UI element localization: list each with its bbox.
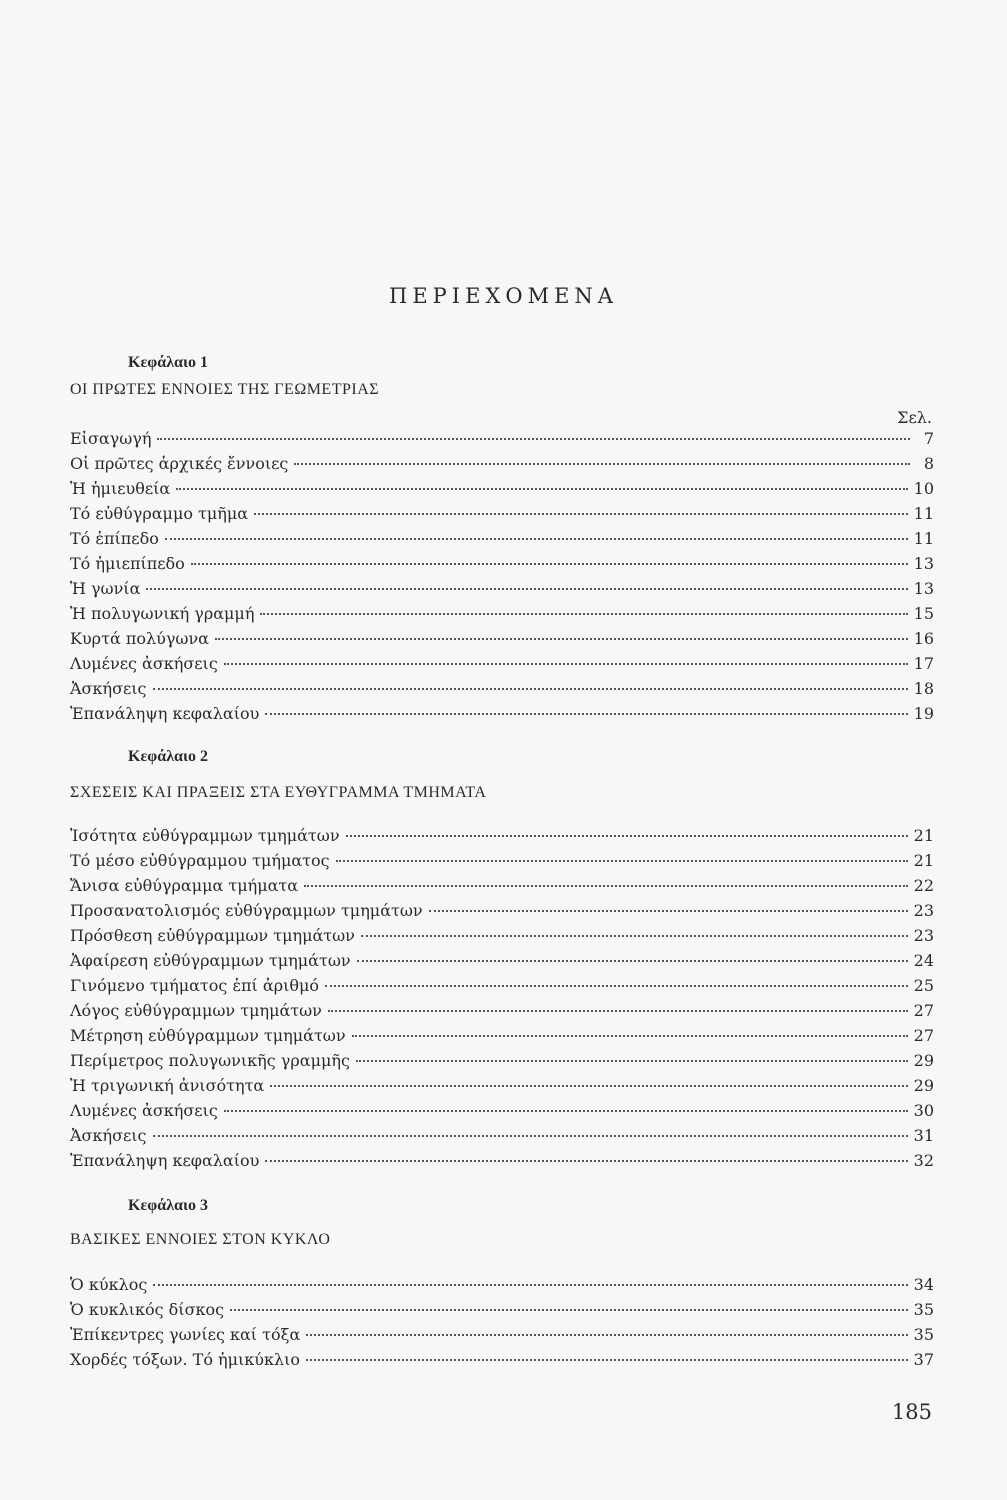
dot-leader xyxy=(230,1309,908,1311)
toc-entry-title: Τό εὐθύγραμμο τμῆμα xyxy=(70,504,249,523)
toc-entry-page: 24 xyxy=(913,951,934,970)
toc-entry-title: Ἀσκήσεις xyxy=(70,1126,147,1145)
toc-entry-title: Τό μέσο εὐθύγραμμου τμήματος xyxy=(70,851,330,870)
toc-entry-title: Ἀφαίρεση εὐθύγραμμων τμημάτων xyxy=(70,951,351,970)
toc-entry-title: Ἀσκήσεις xyxy=(70,679,147,698)
toc-entry xyxy=(70,651,934,676)
toc-entry-page: 13 xyxy=(913,554,934,573)
toc-entry-page: 35 xyxy=(913,1300,934,1319)
dot-leader xyxy=(153,688,908,690)
dot-leader xyxy=(352,1035,908,1037)
toc-entry-title: Ὁ κυκλικός δίσκος xyxy=(70,1300,225,1319)
toc-entry-page: 11 xyxy=(913,529,934,548)
toc-entry-page: 21 xyxy=(913,826,934,845)
dot-leader xyxy=(191,563,908,565)
dot-leader xyxy=(346,835,908,837)
toc-entry xyxy=(70,676,934,701)
dot-leader xyxy=(260,613,907,615)
dot-leader xyxy=(254,513,908,515)
chapter-3-entries xyxy=(70,1272,934,1372)
dot-leader xyxy=(336,860,908,862)
toc-entry-page: 21 xyxy=(913,851,934,870)
toc-entry-title: Προσανατολισμός εὐθύγραμμων τμημάτων xyxy=(70,901,423,920)
dot-leader xyxy=(304,885,908,887)
toc-entry xyxy=(70,1048,934,1073)
page-title: ΠΕΡΙΕΧΟΜΕΝΑ xyxy=(389,284,618,308)
dot-leader xyxy=(294,463,910,465)
toc-entry xyxy=(70,426,934,451)
toc-entry-page: 25 xyxy=(913,976,934,995)
toc-entry-title: Πρόσθεση εὐθύγραμμων τμημάτων xyxy=(70,926,355,945)
toc-entry xyxy=(70,973,934,998)
toc-entry xyxy=(70,1123,934,1148)
toc-entry-title: Γινόμενο τμήματος ἐπί ἀριθμό xyxy=(70,976,320,995)
toc-entry-page: 23 xyxy=(913,926,934,945)
toc-entry xyxy=(70,1297,934,1322)
toc-entry xyxy=(70,1272,934,1297)
toc-entry xyxy=(70,823,934,848)
toc-entry-title: Ἄνισα εὐθύγραμμα τμήματα xyxy=(70,876,299,895)
toc-entry-page: 19 xyxy=(913,704,934,723)
toc-entry-title: Εἰσαγωγή xyxy=(70,429,152,448)
dot-leader xyxy=(153,1284,907,1286)
dot-leader xyxy=(361,935,908,937)
page-number: 185 xyxy=(891,1400,932,1424)
dot-leader xyxy=(325,985,908,987)
toc-entry-title: Ἡ ἡμιευθεία xyxy=(70,479,171,498)
dot-leader xyxy=(306,1334,907,1336)
toc-entry xyxy=(70,526,934,551)
toc-entry xyxy=(70,1073,934,1098)
toc-entry xyxy=(70,923,934,948)
page-column-label: Σελ. xyxy=(897,408,932,427)
toc-entry-title: Τό ἡμιεπίπεδο xyxy=(70,554,185,573)
toc-entry-page: 13 xyxy=(913,579,934,598)
toc-entry xyxy=(70,873,934,898)
dot-leader xyxy=(429,910,908,912)
dot-leader xyxy=(215,638,908,640)
dot-leader xyxy=(153,1135,908,1137)
toc-entry-title: Περίμετρος πολυγωνικῆς γραμμῆς xyxy=(70,1051,350,1070)
toc-entry-page: 16 xyxy=(913,629,934,648)
toc-entry xyxy=(70,1148,934,1173)
toc-entry xyxy=(70,898,934,923)
dot-leader xyxy=(356,1060,908,1062)
toc-entry-page: 30 xyxy=(913,1101,934,1120)
toc-entry-page: 22 xyxy=(913,876,934,895)
toc-entry xyxy=(70,626,934,651)
toc-entry-title: Ἡ τριγωνική ἀνισότητα xyxy=(70,1076,265,1095)
toc-entry-page: 34 xyxy=(913,1275,934,1294)
toc-entry-page: 7 xyxy=(923,429,934,448)
chapter-1-title: ΟΙ ΠΡΩΤΕΣ ΕΝΝΟΙΕΣ ΤΗΣ ΓΕΩΜΕΤΡΙΑΣ xyxy=(70,381,380,398)
toc-entry-title: Ἡ πολυγωνική γραμμή xyxy=(70,604,255,623)
toc-entry-title: Ἰσότητα εὐθύγραμμων τμημάτων xyxy=(70,826,340,845)
chapter-1-label: Κεφάλαιο 1 xyxy=(128,354,208,371)
toc-entry-page: 37 xyxy=(913,1350,934,1369)
toc-entry-title: Ἡ γωνία xyxy=(70,579,141,598)
dot-leader xyxy=(265,1160,907,1162)
toc-entry-title: Λόγος εὐθύγραμμων τμημάτων xyxy=(70,1001,322,1020)
toc-entry xyxy=(70,948,934,973)
dot-leader xyxy=(157,438,910,440)
chapter-1-entries xyxy=(70,426,934,726)
toc-entry-page: 23 xyxy=(913,901,934,920)
toc-entry-title: Ἐπίκεντρες γωνίες καί τόξα xyxy=(70,1325,301,1344)
toc-entry-page: 27 xyxy=(913,1001,934,1020)
toc-entry xyxy=(70,1347,934,1372)
toc-entry-title: Λυμένες ἀσκήσεις xyxy=(70,654,218,673)
toc-entry-title: Ὁ κύκλος xyxy=(70,1275,148,1294)
toc-entry-page: 32 xyxy=(913,1151,934,1170)
toc-entry-page: 8 xyxy=(923,454,934,473)
toc-entry xyxy=(70,998,934,1023)
chapter-3-label: Κεφάλαιο 3 xyxy=(128,1197,208,1214)
dot-leader xyxy=(224,1110,908,1112)
dot-leader xyxy=(176,488,907,490)
dot-leader xyxy=(270,1085,907,1087)
toc-entry xyxy=(70,576,934,601)
toc-entry-page: 27 xyxy=(913,1026,934,1045)
toc-entry-page: 18 xyxy=(913,679,934,698)
toc-entry xyxy=(70,476,934,501)
toc-entry-title: Οἱ πρῶτες ἀρχικές ἔννοιες xyxy=(70,454,289,473)
toc-entry xyxy=(70,1098,934,1123)
toc-entry xyxy=(70,1023,934,1048)
toc-entry-page: 29 xyxy=(913,1051,934,1070)
toc-entry xyxy=(70,451,934,476)
dot-leader xyxy=(265,713,907,715)
toc-entry-page: 11 xyxy=(913,504,934,523)
dot-leader xyxy=(306,1359,908,1361)
toc-entry-page: 35 xyxy=(913,1325,934,1344)
dot-leader xyxy=(165,538,908,540)
toc-entry-title: Μέτρηση εὐθύγραμμων τμημάτων xyxy=(70,1026,346,1045)
dot-leader xyxy=(146,588,907,590)
toc-entry-page: 15 xyxy=(913,604,934,623)
dot-leader xyxy=(328,1010,908,1012)
toc-entry-title: Ἐπανάληψη κεφαλαίου xyxy=(70,1151,260,1170)
toc-entry xyxy=(70,551,934,576)
toc-entry-title: Ἐπανάληψη κεφαλαίου xyxy=(70,704,260,723)
chapter-3-title: ΒΑΣΙΚΕΣ ΕΝΝΟΙΕΣ ΣΤΟΝ ΚΥΚΛΟ xyxy=(70,1231,331,1248)
toc-entry xyxy=(70,601,934,626)
toc-entry-page: 31 xyxy=(913,1126,934,1145)
toc-entry-title: Χορδές τόξων. Τό ἡμικύκλιο xyxy=(70,1350,301,1369)
toc-entry-title: Τό ἐπίπεδο xyxy=(70,529,159,548)
toc-entry-page: 17 xyxy=(913,654,934,673)
toc-entry-title: Λυμένες ἀσκήσεις xyxy=(70,1101,218,1120)
toc-entry xyxy=(70,701,934,726)
toc-entry xyxy=(70,848,934,873)
toc-entry-page: 10 xyxy=(913,479,934,498)
chapter-2-title: ΣΧΕΣΕΙΣ ΚΑΙ ΠΡΑΞΕΙΣ ΣΤΑ ΕΥΘΥΓΡΑΜΜΑ ΤΜΗΜΑΤΑ xyxy=(70,784,487,801)
toc-entry xyxy=(70,1322,934,1347)
dot-leader xyxy=(224,663,908,665)
chapter-2-label: Κεφάλαιο 2 xyxy=(128,748,208,765)
dot-leader xyxy=(357,960,908,962)
chapter-2-entries xyxy=(70,823,934,1173)
toc-entry xyxy=(70,501,934,526)
toc-entry-page: 29 xyxy=(913,1076,934,1095)
toc-entry-title: Κυρτά πολύγωνα xyxy=(70,629,209,648)
